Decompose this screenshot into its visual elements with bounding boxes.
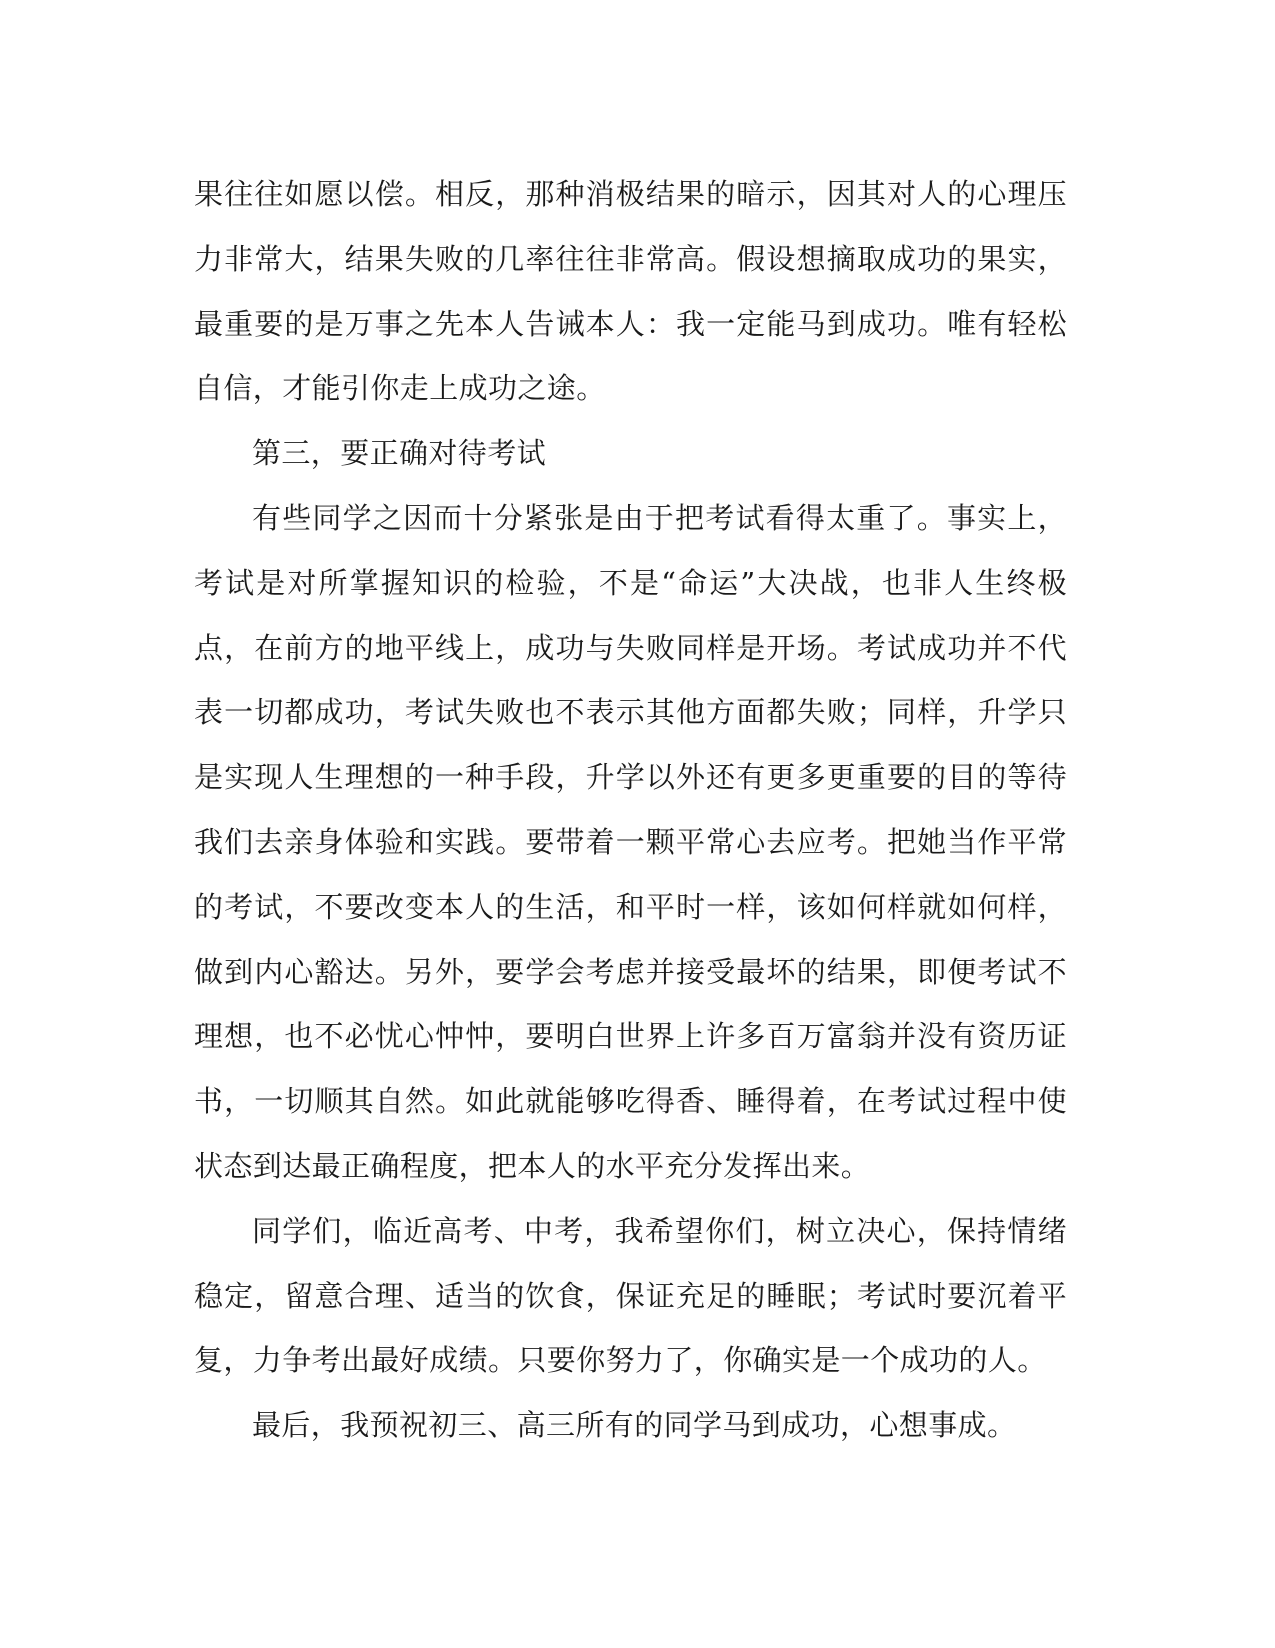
document-body <box>194 162 1067 1458</box>
paragraph-continuation: 果往往如愿以偿。相反，那种消极结果的暗示，因其对人的心理压力非常大，结果失败的几率往往非常高。假设想摘取成功的果实，最重要的是万事之先本人告诫本人：我一定能马到成功。唯有轻松自信，才能引你走上成功之途。 <box>194 177 1067 406</box>
paragraph-closing: 最后，我预祝初三、高三所有的同学马到成功，心想事成。 <box>252 1408 1017 1443</box>
section-heading-3: 第三，要正确对待考试 <box>252 436 547 471</box>
paragraph-exam-attitude: 有些同学之因而十分紧张是由于把考试看得太重了。事实上，考试是对所掌握知识的检验，不是“命运”大决战，也非人生终极点，在前方的地平线上，成功与失败同样是开场。考试成功并不代表一切都成功，考试失败也不表示其他方面都失败；同样，升学只是实现人生理想的一种手段，升学以外还有更多更重要的目的等待我们去亲身体验和实践。要带着一颗平常心去应考。把她当作平常的考试，不要改变本人的生活，和平时一样，该如何样就如何样，做到内心豁达。另外，要学会考虑并接受最坏的结果，即便考试不理想，也不必忧心忡忡，要明白世界上许多百万富翁并没有资历证书，一切顺其自然。如此就能够吃得香、睡得着，在考试过程中使状态到达最正确程度，把本人的水平充分发挥出来。 <box>194 500 1067 1183</box>
paragraph-advice: 同学们，临近高考、中考，我希望你们，树立决心，保持情绪稳定，留意合理、适当的饮食，保证充足的睡眠；考试时要沉着平复，力争考出最好成绩。只要你努力了，你确实是一个成功的人。 <box>194 1213 1067 1378</box>
